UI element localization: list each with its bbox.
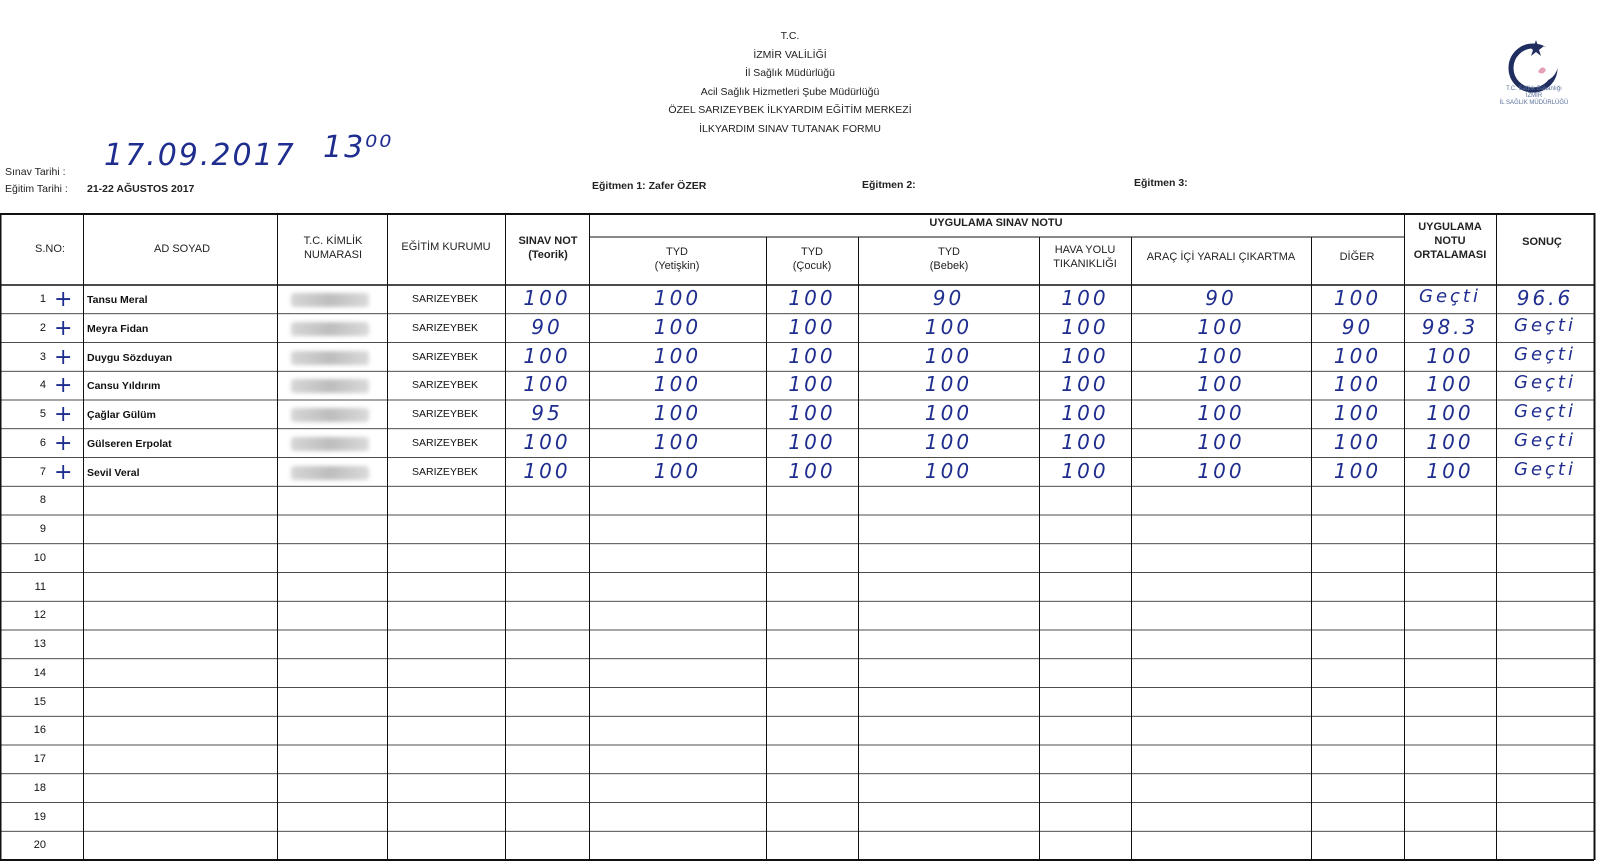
header-line: T.C. — [780, 30, 800, 42]
handwritten-tyd-c: 100 — [788, 372, 836, 397]
header-sinav-line: (Teorik) — [528, 249, 568, 261]
student-name: Meyra Fidan — [87, 322, 149, 335]
egitim-kurumu: SARIZEYBEK — [412, 436, 478, 449]
row-number: 5 — [39, 408, 46, 420]
row-number: 9 — [39, 523, 46, 535]
row-check-mark: + — [54, 430, 73, 456]
egitim-kurumu: SARIZEYBEK — [412, 350, 478, 363]
handwritten-ort: 100 — [1426, 343, 1474, 368]
handwritten-tyd-y: 100 — [653, 343, 702, 368]
logo-caption-line: İZMİR — [1525, 93, 1543, 99]
row-number: 10 — [33, 551, 46, 564]
header-sonuc: SONUÇ — [1522, 236, 1562, 248]
egitim-kurumu: SARIZEYBEK — [412, 465, 478, 478]
row-number: 8 — [39, 494, 46, 507]
handwritten-sinav: 100 — [523, 286, 571, 310]
handwritten-ort: 100 — [1426, 429, 1474, 454]
header-diger: DİĞER — [1339, 251, 1375, 263]
row-number: 11 — [34, 580, 46, 593]
form-header — [600, 27, 980, 139]
handwritten-tyd-b: 100 — [924, 343, 973, 368]
handwritten-hava: 100 — [1061, 343, 1109, 368]
redacted-tc-number — [291, 379, 369, 393]
handwritten-hava: 100 — [1061, 429, 1109, 454]
redacted-tc-number — [291, 437, 369, 451]
egitim-tarihi-label: Eğitim Tarihi : — [5, 183, 68, 195]
handwritten-tyd-b: 100 — [924, 372, 973, 397]
header-line: TYD — [801, 246, 823, 258]
header-tyd-bebek — [859, 245, 1039, 273]
row-number: 17 — [33, 753, 46, 765]
header-line: TYD — [666, 246, 688, 258]
header-line: (Yetişkin) — [654, 260, 700, 272]
header-uygulama-group: UYGULAMA SINAV NOTU — [929, 217, 1063, 229]
sinav-tarihi-value: 17.09.2017 — [104, 138, 296, 173]
row-number: 1 — [39, 293, 46, 305]
handwritten-tyd-y: 100 — [653, 458, 702, 483]
student-name: Cansu Yıldırım — [87, 380, 161, 393]
header-uygulama-ortalama — [1404, 220, 1496, 262]
egitim-kurumu: SARIZEYBEK — [412, 293, 478, 305]
header-hava-yolu — [1039, 243, 1131, 271]
header-ad-soyad: AD SOYAD — [153, 243, 211, 255]
handwritten-diger: 100 — [1333, 429, 1382, 454]
handwritten-arac: 100 — [1197, 372, 1245, 397]
logo-caption — [1478, 86, 1590, 107]
handwritten-sonuc: Geçti — [1514, 372, 1576, 394]
redacted-tc-number — [291, 293, 369, 307]
student-name: Çağlar Gülüm — [87, 409, 156, 421]
row-number: 2 — [39, 321, 46, 334]
header-sinav-line: SINAV NOT — [518, 235, 578, 247]
egitim-kurumu: SARIZEYBEK — [412, 321, 478, 334]
handwritten-ort: 98.3 — [1421, 314, 1479, 339]
handwritten-sinav: 95 — [531, 401, 563, 425]
handwritten-ort: 100 — [1426, 458, 1474, 483]
handwritten-tyd-b: 100 — [924, 314, 973, 339]
header-line: ORTALAMASI — [1413, 249, 1487, 261]
table-grid — [0, 213, 1600, 868]
egitim-tarihi-value: 21-22 AĞUSTOS 2017 — [87, 183, 195, 195]
egitmen-1: Eğitmen 1: Zafer ÖZER — [592, 180, 707, 192]
row-number: 7 — [39, 465, 46, 478]
row-number: 16 — [33, 724, 46, 737]
header-line: İZMİR VALİLİĞİ — [753, 48, 827, 61]
row-number: 19 — [33, 810, 46, 823]
handwritten-sonuc: Geçti — [1514, 343, 1576, 365]
handwritten-tyd-c: 100 — [788, 401, 836, 425]
header-arac-ici: ARAÇ İÇİ YARALI ÇIKARTMA — [1146, 251, 1296, 263]
handwritten-sinav: 100 — [523, 372, 571, 397]
row-check-mark: + — [54, 315, 73, 341]
egitim-kurumu: SARIZEYBEK — [412, 379, 478, 392]
row-number: 18 — [33, 781, 46, 794]
header-line: TIKANIKLIĞI — [1053, 258, 1117, 270]
handwritten-sinav: 100 — [523, 343, 571, 368]
handwritten-hava: 100 — [1061, 372, 1109, 397]
student-name: Tansu Meral — [87, 294, 148, 306]
handwritten-sonuc: Geçti — [1514, 401, 1576, 422]
handwritten-sonuc: 96.6 — [1516, 286, 1574, 310]
row-number: 20 — [33, 839, 46, 852]
egitmen-3: Eğitmen 3: — [1134, 177, 1188, 189]
handwritten-hava: 100 — [1061, 286, 1109, 310]
handwritten-diger: 100 — [1333, 286, 1382, 310]
redacted-tc-number — [291, 351, 369, 365]
logo-caption-line: İL SAĞLIK MÜDÜRLÜĞÜ — [1499, 100, 1569, 106]
handwritten-tyd-c: 100 — [788, 286, 836, 310]
redacted-tc-number — [291, 466, 369, 480]
header-line: (Çocuk) — [792, 260, 832, 272]
row-number: 12 — [33, 609, 46, 622]
header-tc-line: NUMARASI — [303, 249, 363, 261]
handwritten-hava: 100 — [1061, 458, 1109, 483]
header-line: TYD — [938, 246, 960, 258]
header-kurum: EĞİTİM KURUMU — [401, 241, 491, 253]
handwritten-diger: 100 — [1333, 372, 1382, 397]
header-line: HAVA YOLU — [1054, 244, 1116, 256]
handwritten-ort: 100 — [1426, 372, 1474, 397]
handwritten-tyd-y: 100 — [653, 314, 702, 339]
handwritten-tyd-c: 100 — [788, 343, 836, 368]
header-line: ÖZEL SARIZEYBEK İLKYARDIM EĞİTİM MERKEZİ — [668, 104, 912, 117]
handwritten-tyd-y: 100 — [653, 429, 702, 454]
handwritten-tyd-b: 100 — [924, 401, 973, 425]
handwritten-arac: 100 — [1197, 458, 1245, 483]
header-line: (Bebek) — [929, 260, 969, 272]
handwritten-arac: 90 — [1205, 286, 1237, 310]
handwritten-diger: 100 — [1333, 401, 1382, 425]
handwritten-tyd-c: 100 — [788, 458, 836, 483]
handwritten-ort: Geçti — [1419, 286, 1481, 307]
handwritten-arac: 100 — [1197, 314, 1245, 339]
handwritten-sonuc: Geçti — [1514, 429, 1576, 451]
handwritten-tyd-y: 100 — [653, 401, 702, 425]
handwritten-hava: 100 — [1061, 314, 1109, 339]
row-number: 13 — [33, 638, 46, 650]
header-sinav-not — [506, 234, 590, 262]
header-line: NOTU — [1434, 235, 1466, 247]
header-sno: S.NO: — [35, 243, 65, 255]
row-number: 15 — [33, 695, 46, 708]
handwritten-sonuc: Geçti — [1514, 458, 1576, 480]
handwritten-tyd-b: 100 — [924, 458, 973, 483]
row-check-mark: + — [54, 459, 73, 485]
student-name: Duygu Sözduyan — [87, 351, 173, 364]
handwritten-tyd-y: 100 — [653, 286, 702, 310]
handwritten-sinav: 100 — [523, 458, 571, 483]
egitmen-2: Eğitmen 2: — [862, 179, 916, 191]
row-number: 3 — [39, 350, 46, 363]
header-line: İl Sağlık Müdürlüğü — [745, 67, 835, 80]
row-check-mark: + — [54, 344, 73, 370]
handwritten-sonuc: Geçti — [1514, 314, 1576, 336]
sinav-saati-value: 13⁰⁰ — [323, 130, 394, 165]
handwritten-sinav: 100 — [523, 429, 571, 454]
logo-caption-line: T.C. Sağlık Bakanlığı — [1506, 86, 1562, 92]
row-number: 4 — [39, 379, 46, 392]
egitim-kurumu: SARIZEYBEK — [412, 408, 478, 420]
handwritten-arac: 100 — [1197, 401, 1245, 425]
handwritten-arac: 100 — [1197, 429, 1245, 454]
header-tc — [278, 234, 388, 262]
exam-table — [0, 213, 1600, 868]
handwritten-tyd-c: 100 — [788, 314, 836, 339]
handwritten-tyd-b: 100 — [924, 429, 973, 454]
header-line: Acil Sağlık Hizmetleri Şube Müdürlüğü — [700, 85, 880, 98]
handwritten-diger: 100 — [1333, 458, 1382, 483]
student-name: Sevil Veral — [87, 466, 140, 479]
sinav-tarihi-label: Sınav Tarihi : — [5, 166, 66, 178]
handwritten-hava: 100 — [1061, 401, 1109, 425]
row-check-mark: + — [54, 402, 73, 427]
redacted-tc-number — [291, 322, 369, 336]
header-tyd-cocuk — [766, 245, 858, 273]
handwritten-arac: 100 — [1197, 343, 1245, 368]
row-number: 14 — [33, 666, 46, 679]
handwritten-diger: 100 — [1333, 343, 1382, 368]
header-tyd-yetiskin — [589, 245, 765, 273]
student-name: Gülseren Erpolat — [87, 437, 172, 450]
row-check-mark: + — [54, 287, 73, 312]
header-line: İLKYARDIM SINAV TUTANAK FORMU — [699, 122, 881, 135]
handwritten-tyd-b: 90 — [932, 286, 965, 310]
handwritten-ort: 100 — [1426, 401, 1474, 425]
row-number: 6 — [39, 436, 46, 449]
handwritten-tyd-c: 100 — [788, 429, 836, 454]
redacted-tc-number — [291, 408, 369, 422]
handwritten-tyd-y: 100 — [653, 372, 702, 397]
header-line: UYGULAMA — [1418, 221, 1482, 233]
row-check-mark: + — [54, 373, 73, 399]
handwritten-diger: 90 — [1341, 314, 1374, 339]
handwritten-sinav: 90 — [531, 314, 563, 339]
header-tc-line: T.C. KİMLİK — [303, 235, 363, 247]
